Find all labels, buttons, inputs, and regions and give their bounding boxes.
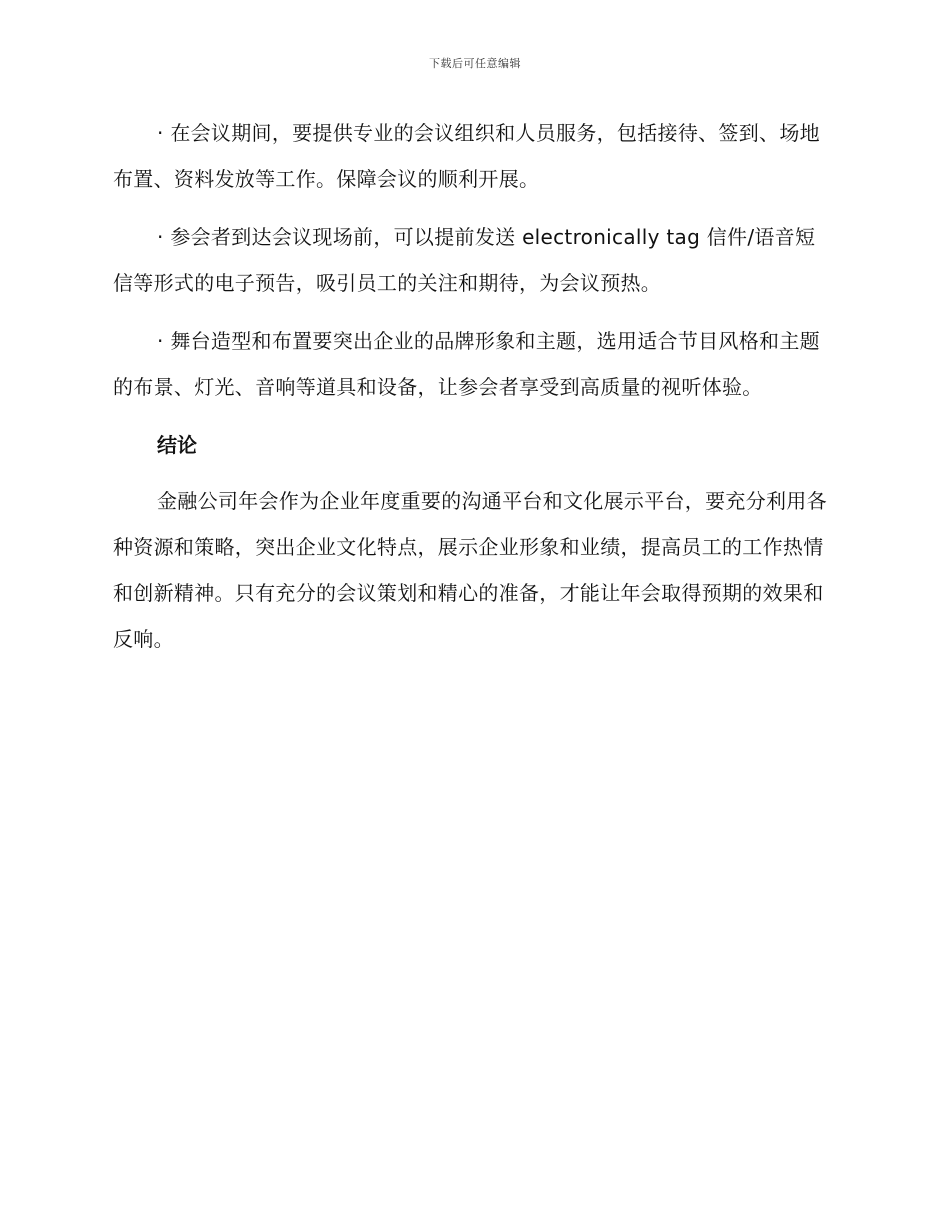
header-note: 下载后可任意编辑 — [429, 57, 521, 70]
bullet-paragraph: · 在会议期间，要提供专业的会议组织和人员服务，包括接待、签到、场地布置、资料发放等工作。保障会议的顺利开展。 — [113, 121, 820, 191]
section-title: 结论 — [157, 433, 197, 457]
bullet-paragraph: · 参会者到达会议现场前，可以提前发送 electronically tag 信件/语音短信等形式的电子预告，吸引员工的关注和期待，为会议预热。 — [113, 225, 816, 295]
bullet-paragraph: · 舞台造型和布置要突出企业的品牌形象和主题，选用适合节目风格和主题的布景、灯光、音响等道具和设备，让参会者享受到高质量的视听体验。 — [113, 329, 820, 399]
conclusion-paragraph: 金融公司年会作为企业年度重要的沟通平台和文化展示平台，要充分利用各种资源和策略，突出企业文化特点，展示企业形象和业绩，提高员工的工作热情和创新精神。只有充分的会议策划和精心的准备，才能让年会取得预期的效果和反响。 — [113, 489, 827, 651]
document-content — [113, 110, 833, 674]
